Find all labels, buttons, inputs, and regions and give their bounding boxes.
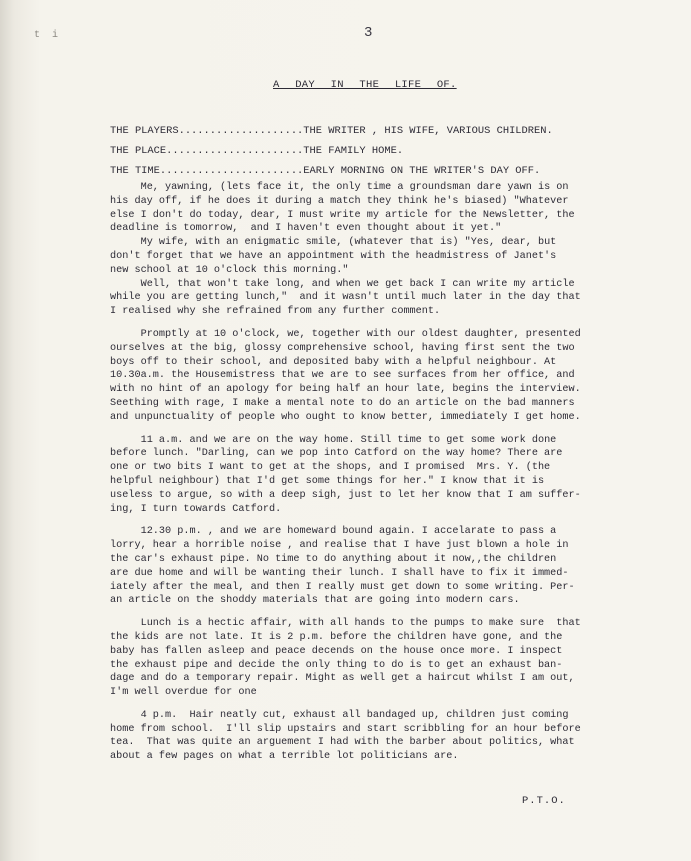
paragraph-4: Promptly at 10 o'clock, we, together with our oldest daughter, presented ourselves at the big, glossy comprehensive school, having first sent the two boys off to their school, and deposited baby with a helpful neighbour. At 10.30a.m. the Housemistress that we are to see surfaces from her office, and with no hint of an apology for being half an hour late, begins the interview. Seething with rage, I make a mental note to do an article on the bad manners and unpunctuality of people who ought to know better, immediately I get home. xyxy=(110,328,581,423)
story-body xyxy=(110,181,640,764)
cast-row-players: THE PLAYERS....................THE WRITER , HIS WIFE, VARIOUS CHILDREN. xyxy=(110,125,553,137)
pto-note: P.T.O. xyxy=(522,795,566,807)
paragraph-2: My wife, with an enigmatic smile, (whatever that is) "Yes, dear, but don't forget that we have an appointment with the headmistress of Janet's new school at 10 o'clock this morning." xyxy=(110,237,557,276)
paragraph-6: 12.30 p.m. , and we are homeward bound again. I accelarate to pass a lorry, hear a horrible noise , and realise that I have just blown a hole in the car's exhaust pipe. No time to do anything about it now,,the children are due home and will be wanting their lunch. I shall have to fix it immed- iately after the meal, and then I really must get down to some writing. Per- an article on the shoddy materials that are going into modern cars. xyxy=(110,526,575,607)
cast-list xyxy=(110,121,650,181)
cast-row-place: THE PLACE......................THE FAMILY HOME. xyxy=(110,145,404,157)
paragraph-5: 11 a.m. and we are on the way home. Still time to get some work done before lunch. "Darling, can we pop into Catford on the way home? There are one or two bits I want to get at the shops, and I promised Mrs. Y. (the helpful neighbour) that I'd get some things for her." I know that it is useless to argue, so with a deep sigh, just to let her know that I am suffer- ing, I turn towards Catford. xyxy=(110,434,581,515)
cast-row-time: THE TIME.......................EARLY MORNING ON THE WRITER'S DAY OFF. xyxy=(110,165,541,177)
edge-marks: t i xyxy=(34,30,62,41)
page-number: 3 xyxy=(364,25,373,41)
paragraph-7: Lunch is a hectic affair, with all hands to the pumps to make sure that the kids are not late. It is 2 p.m. before the children have gone, and the baby has fallen asleep and peace decends on the house once more. I inspect the exhaust pipe and decide the only thing to do is to get an exhaust ban- dage and do a temporary repair. Might as well get a haircut whilst I am out, I'm well overdue for one xyxy=(110,618,581,699)
paragraph-8: 4 p.m. Hair neatly cut, exhaust all bandaged up, children just coming home from school. I'll slip upstairs and start scribbling for an hour before tea. That was quite an arguement I had with the barber about politics, what about a few pages on what a terrible lot politicians are. xyxy=(110,709,581,763)
paragraph-3: Well, that won't take long, and when we get back I can write my article while you are getting lunch," and it wasn't until much later in the day that I realised why she refrained from any further comment. xyxy=(110,278,581,318)
paragraph-1: Me, yawning, (lets face it, the only time a groundsman dare yawn is on his day off, if he does it during a match they think he's biased) "Whatever else I don't do today, dear, I must write my article for the Newsletter, the deadline is tomorrow, and I haven't even thought about it yet." xyxy=(110,182,575,235)
page-title: A DAY IN THE LIFE OF. xyxy=(273,79,457,91)
